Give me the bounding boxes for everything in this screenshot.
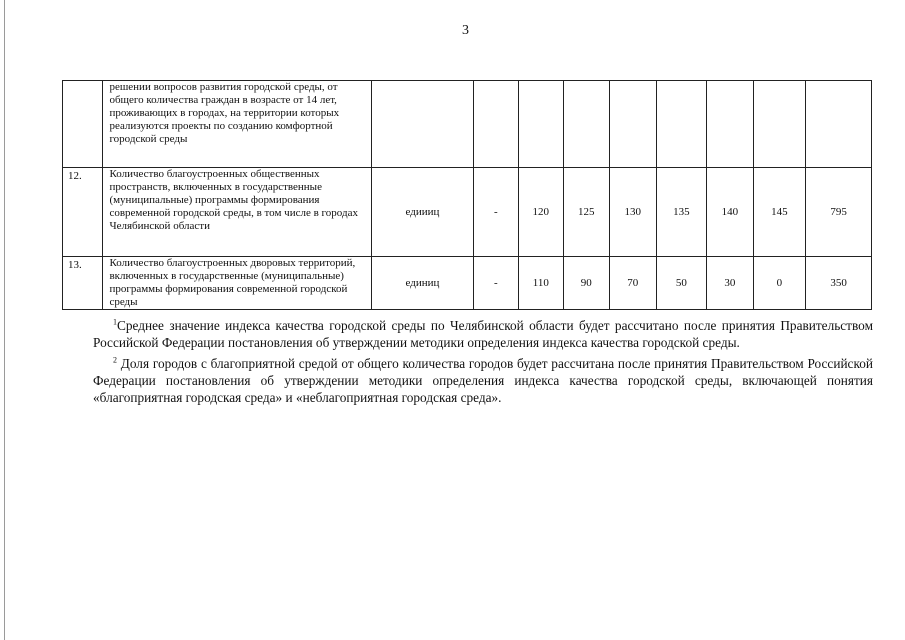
- row-number-cell: [63, 81, 103, 168]
- footnote-text: Среднее значение индекса качества городской среды по Челябинской области будет рассчитано после принятия Правительством Российской Федерации постановления об утверждении методики определения индекса качества городской среды.: [93, 318, 873, 350]
- footnote: [93, 317, 873, 351]
- value-cell: [656, 81, 707, 168]
- value-cell: 30: [707, 257, 754, 310]
- value-cell: [753, 81, 806, 168]
- value-cell: -: [473, 168, 519, 257]
- value-cell: [610, 81, 657, 168]
- total-cell: 795: [806, 168, 872, 257]
- value-cell: 120: [519, 168, 563, 257]
- value-cell: 50: [656, 257, 707, 310]
- value-cell: 135: [656, 168, 707, 257]
- unit-cell: едиииц: [372, 168, 473, 257]
- value-cell: 0: [753, 257, 806, 310]
- table-row: [63, 168, 872, 257]
- table-row: [63, 81, 872, 168]
- value-cell: 70: [610, 257, 657, 310]
- unit-cell: единиц: [372, 257, 473, 310]
- indicators-table: [62, 80, 872, 310]
- indicator-cell: Количество благоустроенных общественных пространств, включенных в государственные (муниципальные) программы формирования современной городской среды, в том числе в городах Челябинской области: [103, 168, 372, 257]
- total-cell: [806, 81, 872, 168]
- value-cell: 90: [563, 257, 610, 310]
- page-number: 3: [462, 23, 469, 38]
- value-cell: -: [473, 257, 519, 310]
- value-cell: [707, 81, 754, 168]
- value-cell: 125: [563, 168, 610, 257]
- total-cell: 350: [806, 257, 872, 310]
- value-cell: 130: [610, 168, 657, 257]
- table-row: [63, 257, 872, 310]
- value-cell: [519, 81, 563, 168]
- row-number-cell: 13.: [63, 257, 103, 310]
- value-cell: [563, 81, 610, 168]
- value-cell: 145: [753, 168, 806, 257]
- footnote-marker: 2: [113, 355, 117, 365]
- value-cell: 110: [519, 257, 563, 310]
- footnote-marker: 1: [113, 317, 117, 327]
- footnotes: [93, 317, 873, 406]
- row-number-cell: 12.: [63, 168, 103, 257]
- footnote: [93, 355, 873, 406]
- indicator-cell: решении вопросов развития городской среды, от общего количества граждан в возрасте от 14 лет, проживающих в городах, на территории которых реализуются проекты по созданию комфортной городской среды: [103, 81, 372, 168]
- unit-cell: [372, 81, 473, 168]
- indicator-cell: Количество благоустроенных дворовых территорий, включенных в государственные (муниципальные) программы формирования современной городской среды: [103, 257, 372, 310]
- value-cell: [473, 81, 519, 168]
- page-left-border: [4, 0, 5, 640]
- footnote-text: Доля городов с благоприятной средой от общего количества городов будет рассчитана после принятия Правительством Российской Федерации постановления об утверждении методики определения индекса качества городской среды, включающей понятия «благоприятная городская среда» и «неблагоприятная городская среда».: [93, 356, 874, 405]
- value-cell: 140: [707, 168, 754, 257]
